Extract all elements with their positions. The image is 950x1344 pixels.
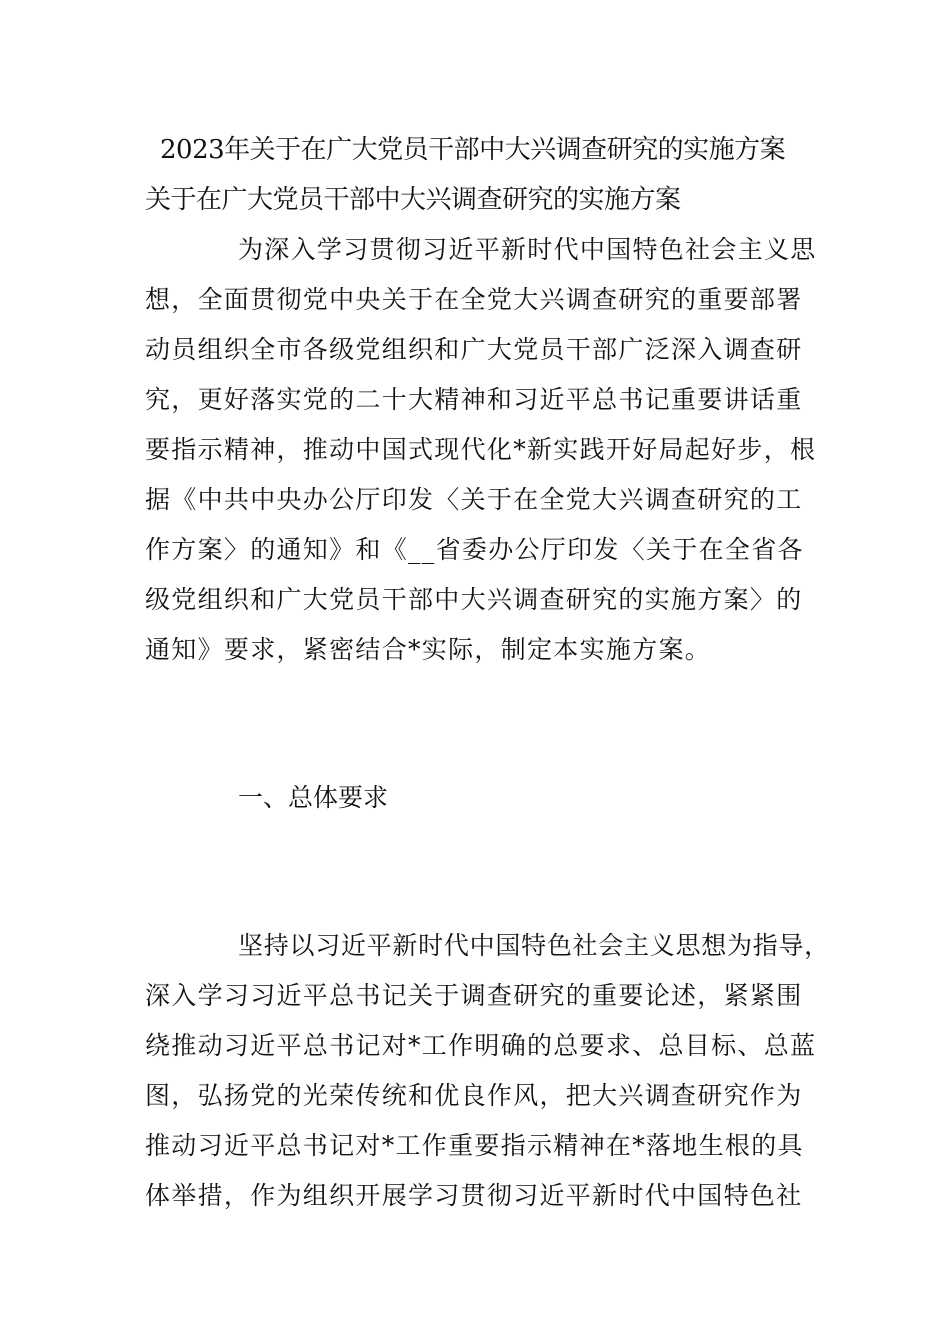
intro-line: 作方案〉的通知》和《__省委办公厅印发〈关于在全省各 <box>145 535 804 564</box>
intro-line: 级党组织和广大党员干部中大兴调查研究的实施方案〉的 <box>145 585 803 614</box>
document-title: 2023年关于在广大党员干部中大兴调查研究的实施方案 <box>160 135 786 165</box>
section-line: 坚持以习近平新时代中国特色社会主义思想为指导， <box>238 931 830 960</box>
section-line: 图，弘扬党的光荣传统和优良作风，把大兴调查研究作为 <box>145 1081 803 1110</box>
intro-line: 通知》要求，紧密结合*实际，制定本实施方案。 <box>145 635 712 664</box>
section-heading: 一、总体要求 <box>238 783 389 812</box>
intro-line: 为深入学习贯彻习近平新时代中国特色社会主义思 <box>238 235 817 264</box>
section-line: 绕推动习近平总书记对*工作明确的总要求、总目标、总蓝 <box>145 1031 817 1060</box>
intro-line: 究，更好落实党的二十大精神和习近平总书记重要讲话重 <box>145 385 803 414</box>
section-line: 推动习近平总书记对*工作重要指示精神在*落地生根的具 <box>145 1131 804 1160</box>
intro-line: 动员组织全市各级党组织和广大党员干部广泛深入调查研 <box>145 335 803 364</box>
document-subtitle: 关于在广大党员干部中大兴调查研究的实施方案 <box>145 185 681 215</box>
section-line: 深入学习习近平总书记关于调查研究的重要论述，紧紧围 <box>145 981 803 1010</box>
intro-line: 想，全面贯彻党中央关于在全党大兴调查研究的重要部署 <box>145 285 803 314</box>
section-line: 体举措，作为组织开展学习贯彻习近平新时代中国特色社 <box>145 1181 803 1210</box>
intro-line: 据《中共中央办公厅印发〈关于在全党大兴调查研究的工 <box>145 485 803 514</box>
intro-line: 要指示精神，推动中国式现代化*新实践开好局起好步，根 <box>145 435 817 464</box>
